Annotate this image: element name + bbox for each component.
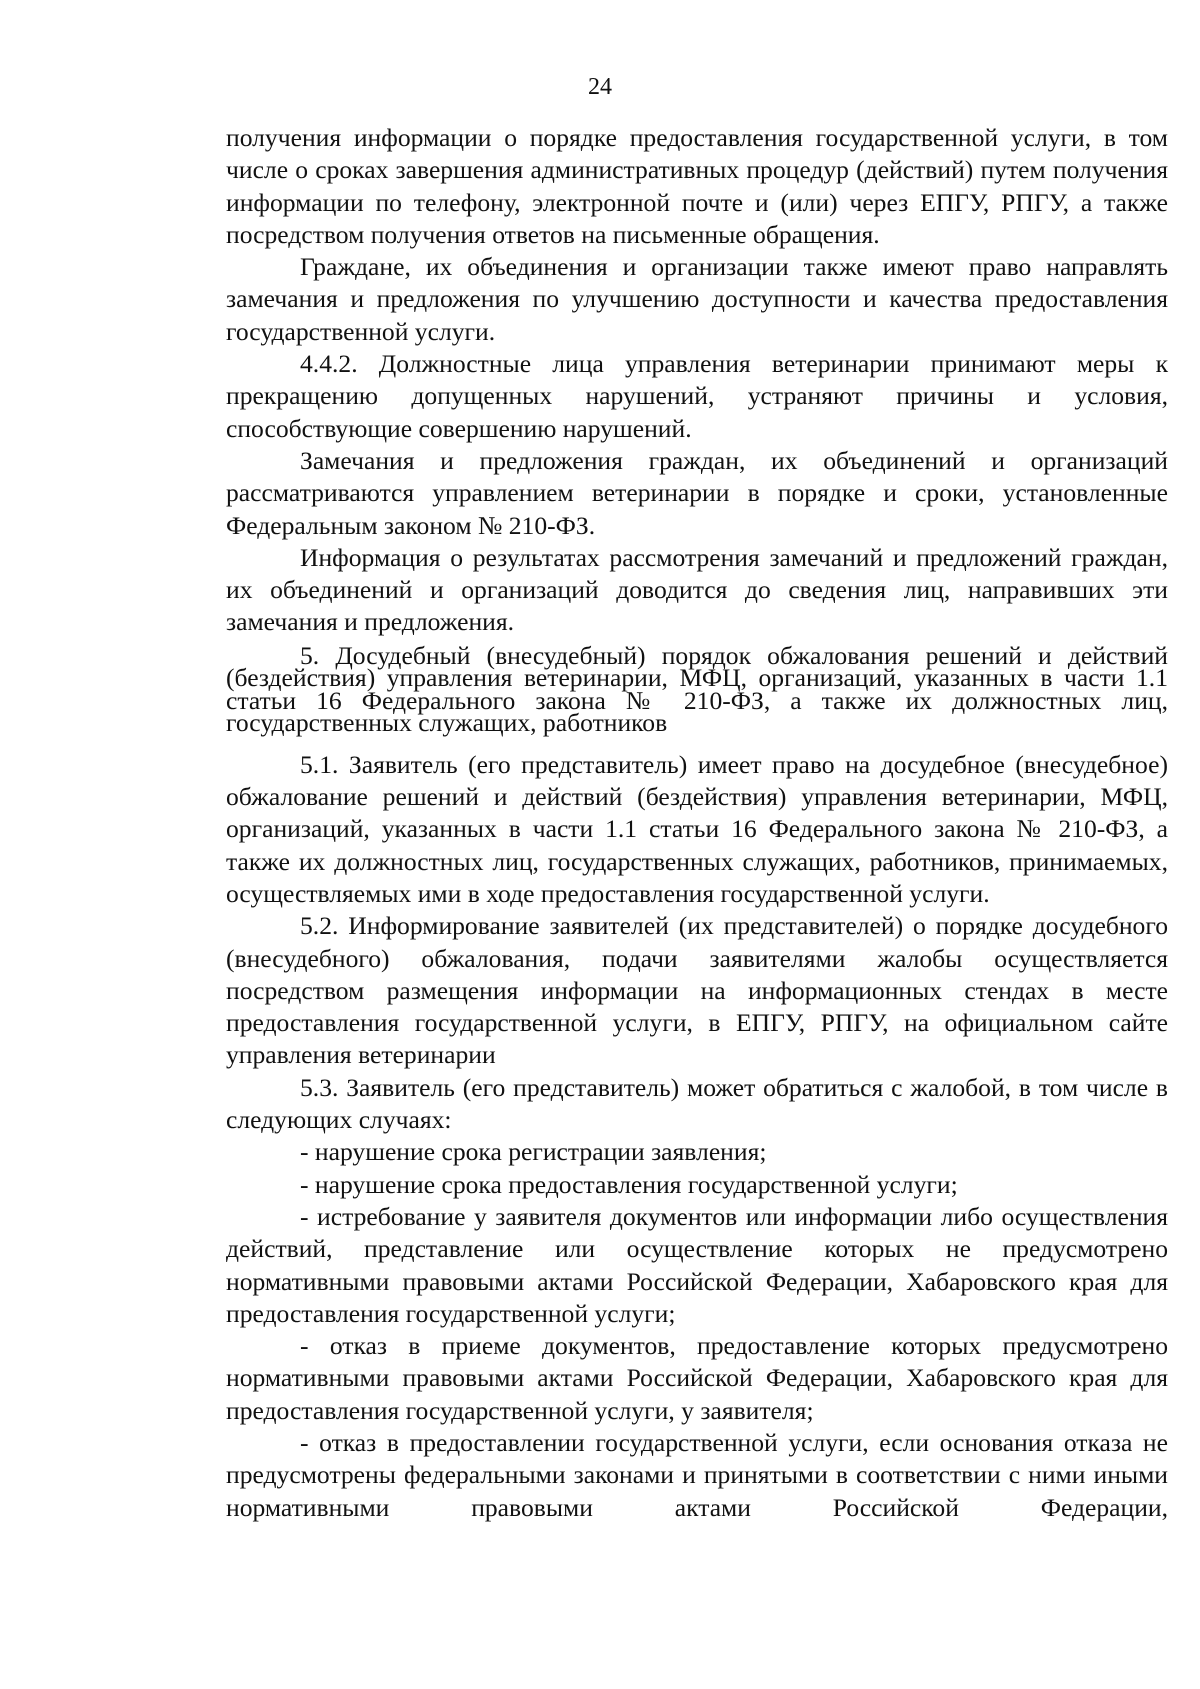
page-number: 24 xyxy=(588,74,612,100)
list-item: - истребование у заявителя документов или информации либо осуществления действий, представление или осуществление которых не предусмотрено нормативными правовыми актами Российской Федерации, Хабаровского края для предоставления государственной услуги; xyxy=(226,1201,1168,1328)
list-item: - нарушение срока регистрации заявления; xyxy=(300,1137,767,1167)
document-body xyxy=(226,122,1168,1524)
paragraph: 5.3. Заявитель (его представитель) может обратиться с жалобой, в том числе в следующих случаях: xyxy=(226,1072,1168,1135)
list-item: - отказ в предоставлении государственной услуги, если основания отказа не предусмотрены федеральными законами и принятыми в соответствии с ними иными нормативными правовыми актами Российской Федерации, xyxy=(226,1427,1168,1522)
list-item: - нарушение срока предоставления государственной услуги; xyxy=(300,1169,958,1199)
paragraph: 4.4.2. Должностные лица управления ветеринарии принимают меры к прекращению допущенных нарушений, устраняют причины и условия, способствующие совершению нарушений. xyxy=(226,349,1168,443)
paragraph: Граждане, их объединения и организации также имеют право направлять замечания и предложения по улучшению доступности и качества предоставления государственной услуги. xyxy=(226,252,1168,346)
paragraph: Информация о результатах рассмотрения замечаний и предложений граждан, их объединений и организаций доводится до сведения лиц, направивших эти замечания и предложения. xyxy=(226,542,1168,637)
paragraph: 5.2. Информирование заявителей (их представителей) о порядке досудебного (внесудебного) обжалования, подачи заявителями жалобы осуществляется посредством размещения информации на информационных стендах в месте предоставления государственной услуги, в ЕПГУ, РПГУ, на официальном сайте управления ветеринарии xyxy=(226,911,1168,1070)
paragraph: 5.1. Заявитель (его представитель) имеет право на досудебное (внесудебное) обжалование решений и действий (бездействия) управления ветеринарии, МФЦ, организаций, указанных в части 1.1 статьи 16 Федерального закона № 210-ФЗ, а также их должностных лиц, государственных служащих, работников, принимаемых, осуществляемых ими в ходе предоставления государственной услуги. xyxy=(226,749,1168,908)
paragraph: получения информации о порядке предоставления государственной услуги, в том числе о сроках завершения административных процедур (действий) путем получения информации по телефону, электронной почте и (или) через ЕПГУ, РПГУ, а также посредством получения ответов на письменные обращения. xyxy=(226,123,1168,249)
list-item: - отказ в приеме документов, предоставление которых предусмотрено нормативными правовыми актами Российской Федерации, Хабаровского края для предоставления государственной услуги, у заявителя; xyxy=(226,1331,1168,1425)
section-heading: 5. Досудебный (внесудебный) порядок обжалования решений и действий (бездействия) управления ветеринарии, МФЦ, организаций, указанных в части 1.1 статьи 16 Федерального закона № 210-ФЗ, а также их должностных лиц, государственных служащих, работников xyxy=(226,640,1168,738)
paragraph: Замечания и предложения граждан, их объединений и организаций рассматриваются управлением ветеринарии в порядке и сроки, установленные Федеральным законом № 210-ФЗ. xyxy=(226,445,1168,540)
